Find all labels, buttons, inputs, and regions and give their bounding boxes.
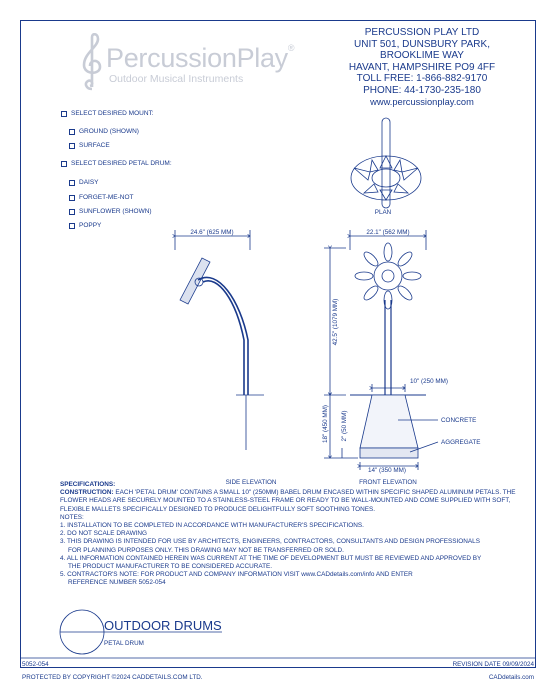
- reference-number: 5052-054: [22, 661, 49, 668]
- top-width-dim: 10" (250 MM): [410, 378, 448, 385]
- note-2: 2. DO NOT SCALE DRAWING: [60, 530, 147, 538]
- front-label: FRONT ELEVATION: [359, 479, 417, 486]
- company-website: www.percussionplay.com: [370, 96, 474, 107]
- company-address-3: HAVANT, HAMPSHIRE PO9 4FF: [348, 61, 496, 73]
- aggregate-label: AGGREGATE: [441, 439, 481, 446]
- notes-heading: NOTES:: [60, 513, 84, 521]
- checkbox[interactable]: [69, 180, 75, 186]
- note-3: 3. THIS DRAWING IS INTENDED FOR USE BY ARCHITECTS, ENGINEERS, CONTRACTORS, CONSULTANTS AND DESIGN PROFESSIONALS: [60, 538, 480, 546]
- note-1: 1. INSTALLATION TO BE COMPLETED IN ACCORDANCE WITH MANUFACTURER'S SPECIFICATIONS.: [60, 522, 364, 530]
- checkbox[interactable]: [61, 111, 67, 117]
- specs-heading: SPECIFICATIONS:: [60, 481, 116, 488]
- note-4-cont: THE PRODUCT MANUFACTURER TO BE CONSIDERED ACCURATE.: [68, 563, 273, 571]
- company-info: [312, 27, 532, 108]
- option-poppy[interactable]: [69, 222, 101, 229]
- note-5: 5. CONTRACTOR'S NOTE: FOR PRODUCT AND COMPANY INFORMATION VISIT www.CADdetails.com/info AND ENTER: [60, 571, 413, 579]
- option-label: DAISY: [79, 179, 99, 186]
- construction-label: CONSTRUCTION:: [60, 489, 114, 497]
- mount-heading: SELECT DESIRED MOUNT:: [71, 110, 154, 117]
- drawing-title: OUTDOOR DRUMS: [104, 618, 222, 633]
- construction-paragraph: [60, 489, 524, 514]
- company-name: PERCUSSION PLAY LTD: [364, 27, 480, 38]
- copyright-notice: PROTECTED BY COPYRIGHT ©2024 CADDETAILS.COM LTD.: [22, 674, 203, 681]
- option-ground[interactable]: [69, 128, 139, 135]
- checkbox[interactable]: [61, 161, 67, 167]
- concrete-label: CONCRETE: [441, 417, 477, 424]
- option-daisy[interactable]: [69, 179, 99, 186]
- front-width-dim: 22.1" (562 MM): [366, 229, 410, 236]
- drawing-subtitle: PETAL DRUM: [104, 640, 144, 647]
- base-width-dim: 14" (350 MM): [368, 467, 406, 474]
- option-label: SURFACE: [79, 142, 110, 149]
- side-width-dim: 24.6" (625 MM): [190, 229, 234, 236]
- note-4: 4. ALL INFORMATION CONTAINED HEREIN WAS CURRENT AT THE TIME OF DEVELOPMENT BUT MUST BE REVIEWED AND APPROVED BY: [60, 554, 482, 562]
- company-address-1: UNIT 501, DUNSBURY PARK,: [354, 38, 490, 50]
- option-label: POPPY: [79, 222, 102, 229]
- drum-heading-option[interactable]: [61, 160, 172, 167]
- option-sunflower[interactable]: [69, 208, 152, 215]
- plan-label: PLAN: [374, 209, 392, 216]
- aggregate-dim: 2" (50 MM): [341, 410, 348, 442]
- brand-tagline: Outdoor Musical Instruments: [109, 73, 244, 85]
- checkbox[interactable]: [69, 129, 75, 135]
- company-phone: PHONE: 44-1730-235-180: [363, 84, 481, 96]
- depth-dim: 18" (450 MM): [322, 405, 329, 443]
- option-label: FORGET-ME-NOT: [79, 194, 134, 201]
- checkbox[interactable]: [69, 223, 75, 229]
- caddetails-link[interactable]: CADdetails.com: [488, 674, 534, 681]
- specifications: [60, 481, 524, 588]
- treble-clef-icon: [78, 33, 106, 91]
- option-surface[interactable]: [69, 142, 110, 149]
- checkbox[interactable]: [69, 195, 75, 201]
- note-5-cont: REFERENCE NUMBER 5052-054: [68, 579, 166, 587]
- brand-name: PercussionPlay: [106, 43, 288, 73]
- checkbox[interactable]: [69, 209, 75, 215]
- revision-date: REVISION DATE 09/09/2024: [452, 661, 534, 668]
- mount-heading-option[interactable]: [61, 110, 154, 117]
- option-label: GROUND (SHOWN): [79, 128, 139, 135]
- option-forget-me-not[interactable]: [69, 194, 134, 201]
- note-3-cont: FOR PLANNING PURPOSES ONLY. THIS DRAWING MAY NOT BE TRANSFERRED OR SOLD.: [68, 546, 344, 554]
- drum-heading: SELECT DESIRED PETAL DRUM:: [71, 160, 172, 167]
- company-address-2: BROOKLIME WAY: [380, 50, 464, 62]
- height-dim: 42.5" (1079 MM): [332, 298, 339, 346]
- company-tollfree: TOLL FREE: 1-866-882-9170: [356, 73, 488, 85]
- checkbox[interactable]: [69, 143, 75, 149]
- option-label: SUNFLOWER (SHOWN): [79, 208, 152, 215]
- trademark-mark: ®: [287, 43, 295, 53]
- construction-text: EACH 'PETAL DRUM' CONTAINS A SMALL 10" (250MM) BABEL DRUM ENCASED WITHIN SPECIFIC SHAPED ALUMINUM PETALS. THE FLOWER HEADS ARE SECURELY MOUNTED TO A STAINLESS-STEEL FRAME OR READY TO BE WALL-MOUNTED AND COME SUPPLIED WITH SOFT, FLEXIBLE MALLETS SPECIFICALLY DESIGNED TO PRODUCE DELIGHTFULLY SOFT SOOTHING TONES.: [60, 489, 516, 513]
- side-label: SIDE ELEVATION: [225, 479, 277, 486]
